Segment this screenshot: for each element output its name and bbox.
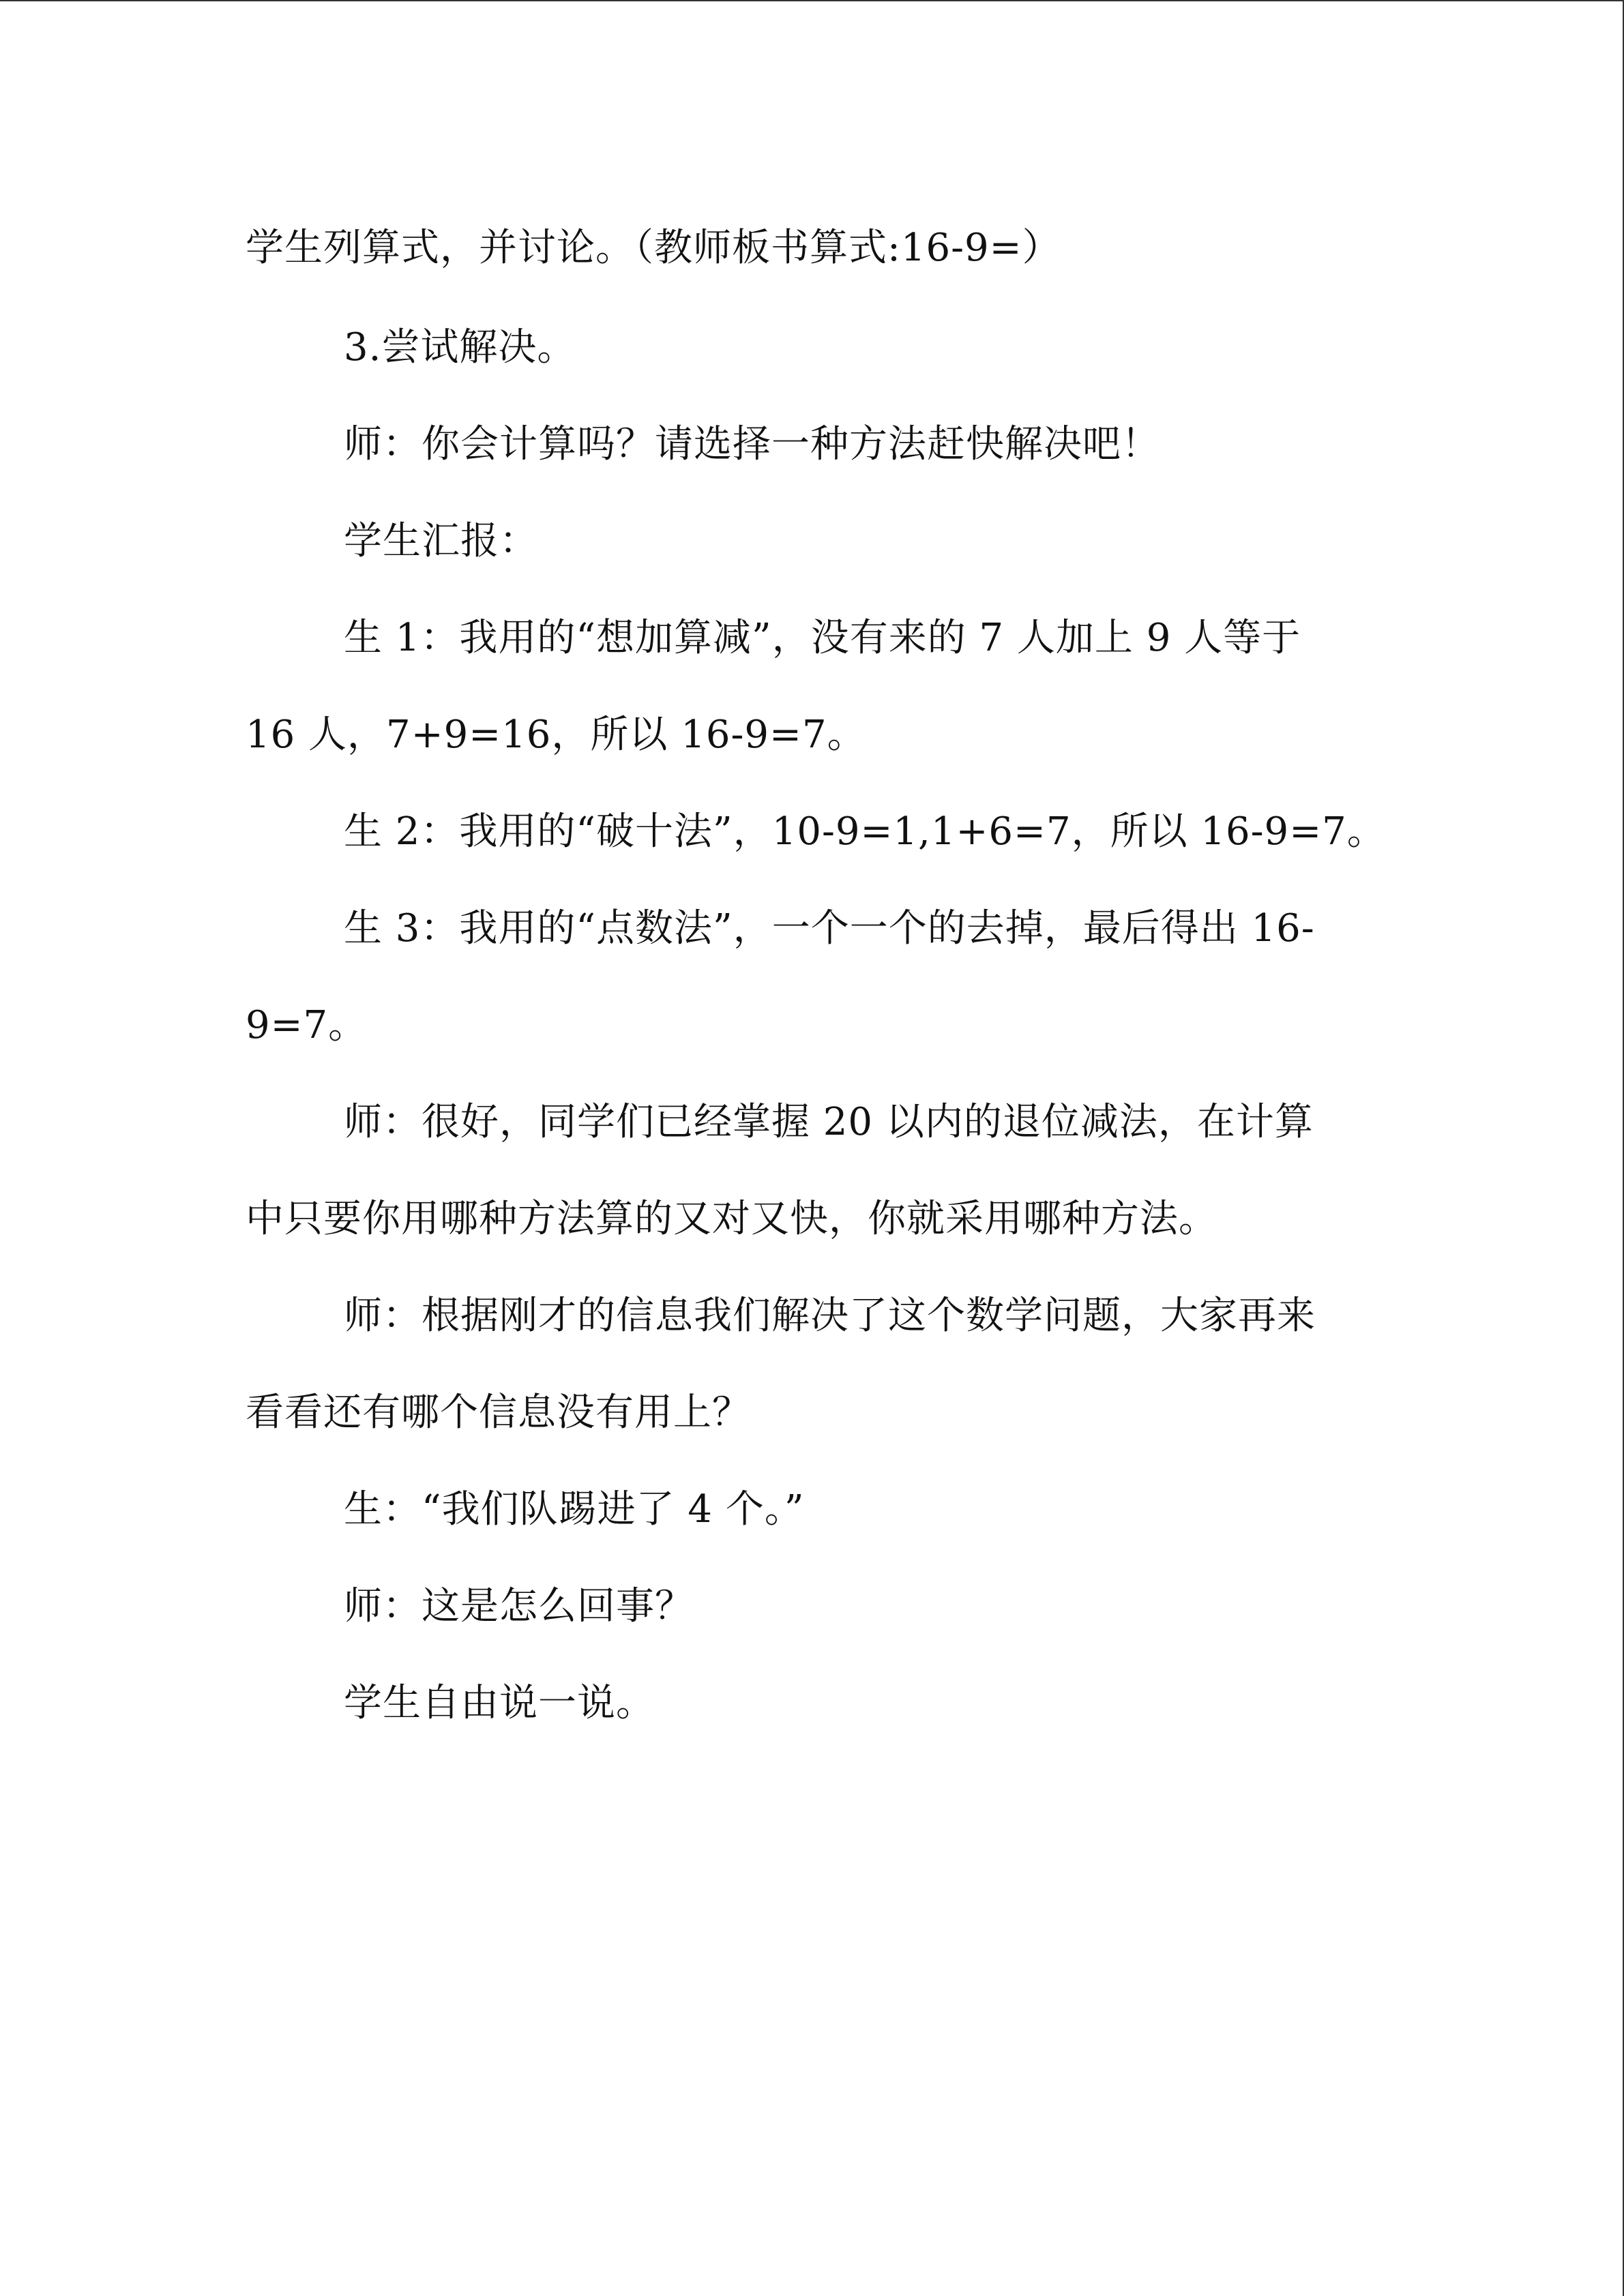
paragraph-line-3: 师：你会计算吗？请选择一种方法赶快解决吧！ xyxy=(344,422,1160,466)
paragraph-line-5: 生 1：我用的“想加算减”，没有来的 7 人加上 9 人等于 xyxy=(344,616,1301,660)
paragraph-line-11: 中只要你用哪种方法算的又对又快，你就采用哪种方法。 xyxy=(246,1197,1217,1241)
paragraph-line-16: 学生自由说一说。 xyxy=(344,1681,655,1725)
paragraph-line-2: 3.尝试解决。 xyxy=(344,325,576,370)
paragraph-line-14: 生：“我们队踢进了 4 个。” xyxy=(344,1487,805,1532)
paragraph-line-9: 9=7。 xyxy=(246,1003,368,1047)
paragraph-line-4: 学生汇报： xyxy=(344,519,538,563)
paragraph-line-6: 16 人，7+9=16，所以 16-9=7。 xyxy=(246,713,866,757)
paragraph-line-10: 师：很好，同学们已经掌握 20 以内的退位减法，在计算 xyxy=(344,1100,1314,1144)
paragraph-line-15: 师：这是怎么回事？ xyxy=(344,1584,694,1628)
paragraph-line-12: 师：根据刚才的信息我们解决了这个数学问题，大家再来 xyxy=(344,1294,1316,1338)
paragraph-line-7: 生 2：我用的“破十法”，10-9=1,1+6=7，所以 16-9=7。 xyxy=(344,809,1386,854)
paragraph-line-13: 看看还有哪个信息没有用上？ xyxy=(246,1390,751,1435)
paragraph-line-8: 生 3：我用的“点数法”，一个一个的去掉，最后得出 16- xyxy=(344,906,1315,951)
paragraph-line-1: 学生列算式，并讨论。（教师板书算式:16-9=） xyxy=(246,226,1061,270)
